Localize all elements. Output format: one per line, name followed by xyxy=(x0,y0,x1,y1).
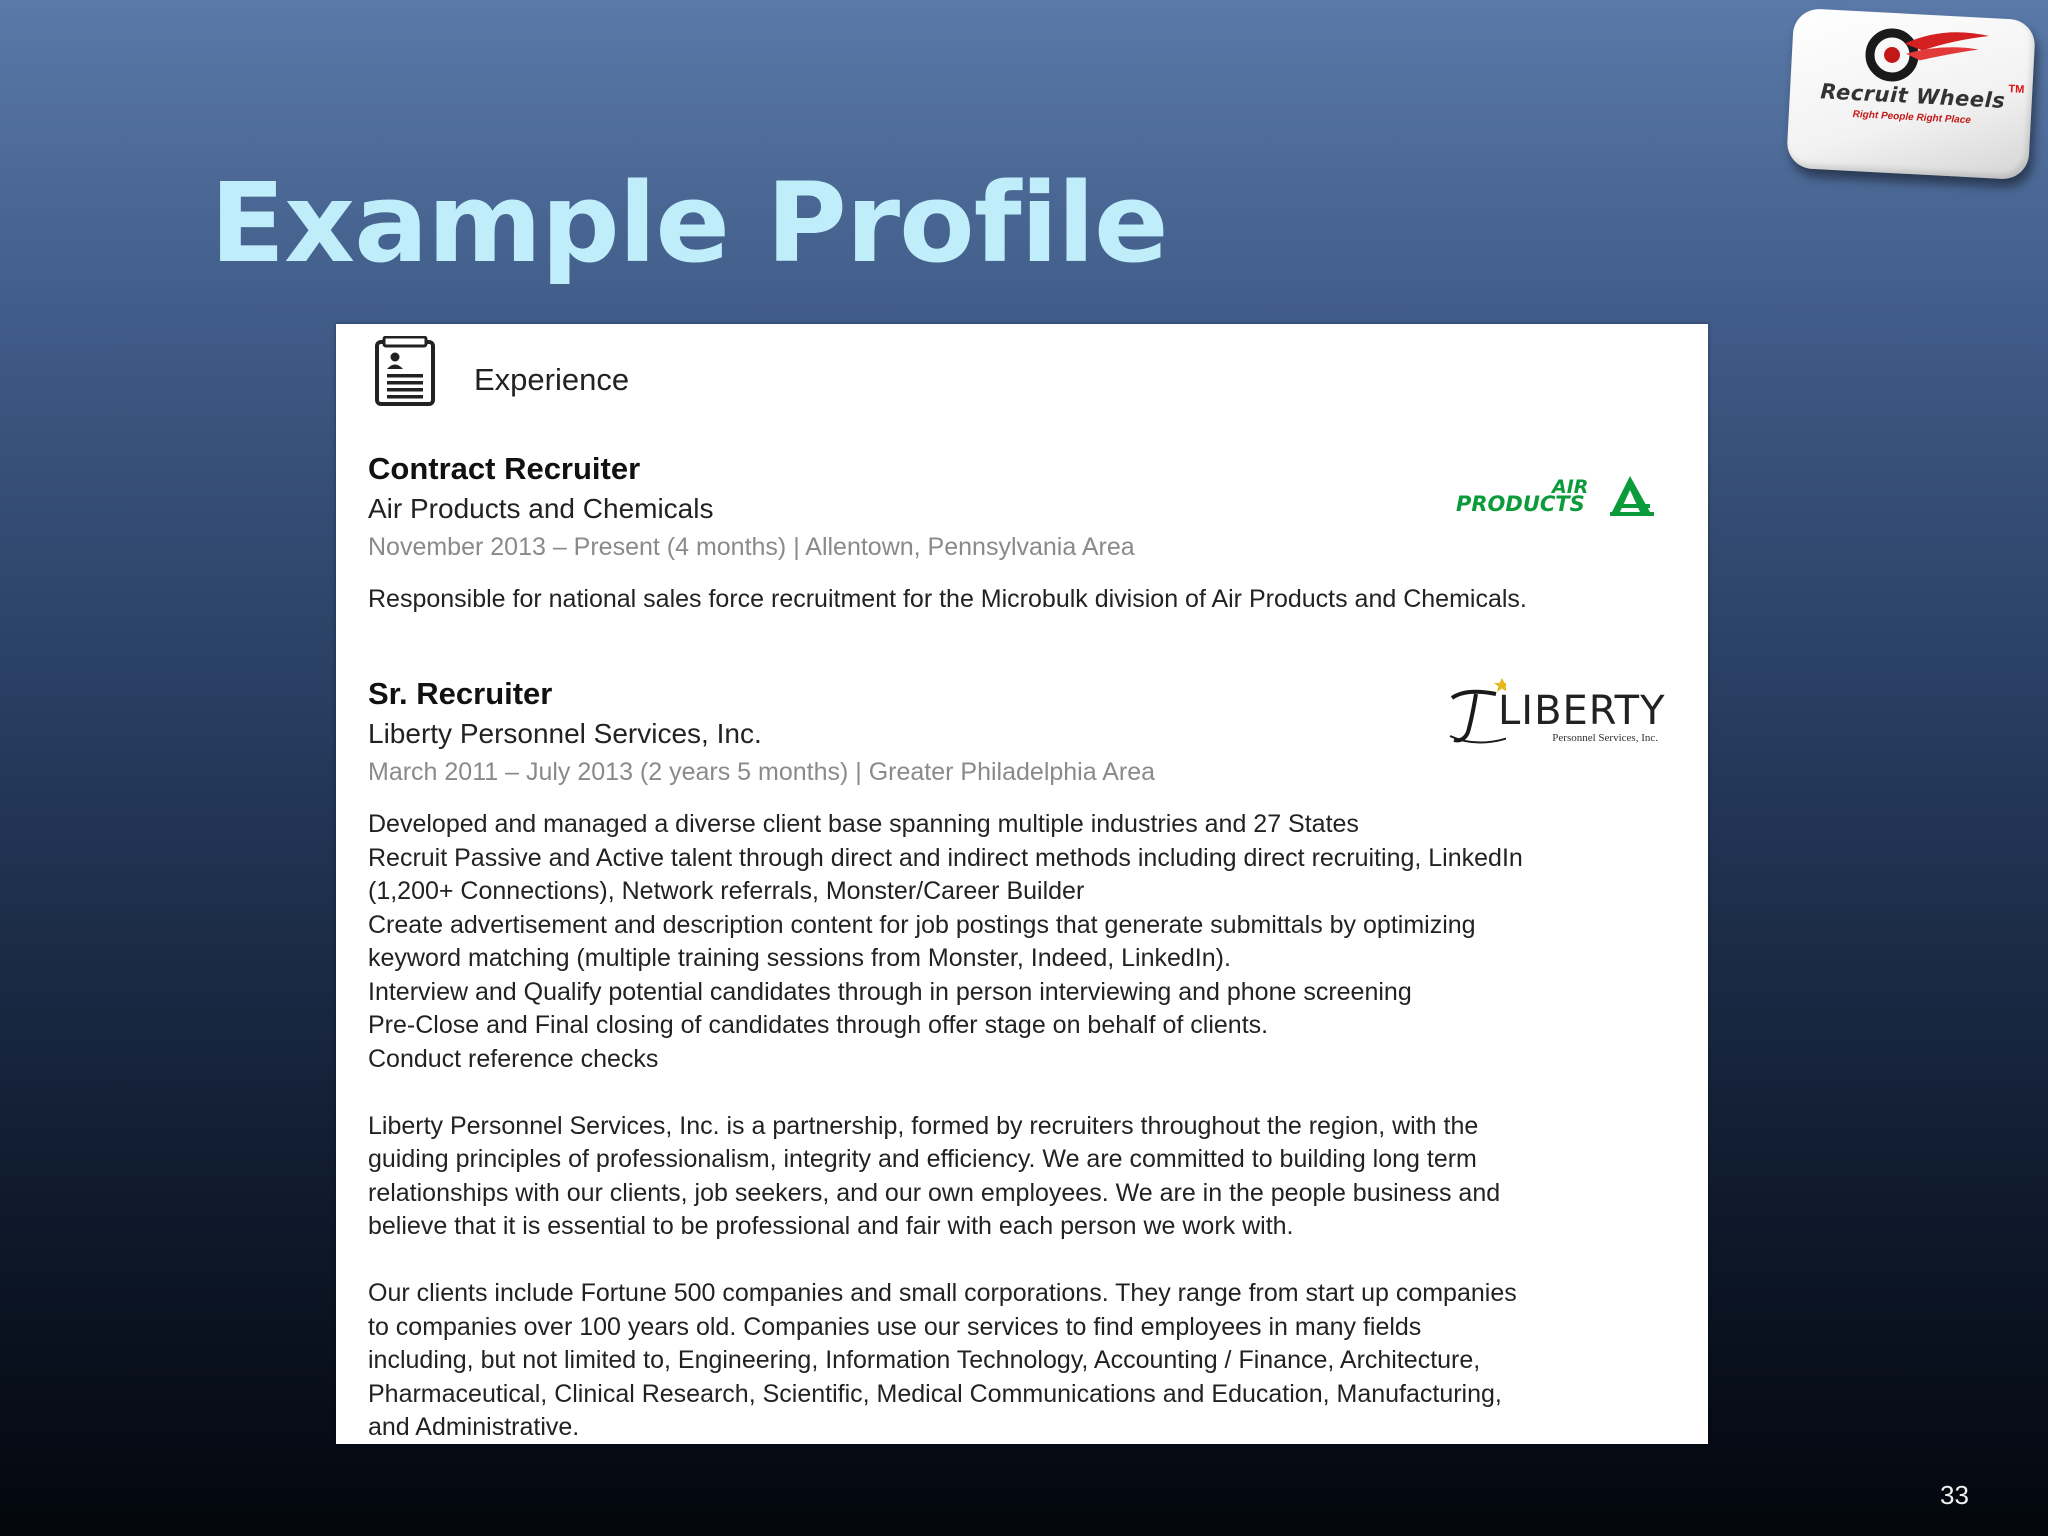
company-name: Liberty Personnel Services, Inc. xyxy=(368,718,762,749)
position-title: Contract Recruiter xyxy=(368,451,641,486)
position-description: Developed and managed a diverse client base spanning multiple industries and 27 States Recruit Passive and Active talent through direct and indirect methods including direct recruiting, LinkedIn (1,200+ Connections), Network referrals, Monster/Career Builder Create advertisement and description content for job postings that generate submittals by optimizing keyword matching (multiple training sessions from Monster, Indeed, LinkedIn). Interview and Qualify potential candidates through in person interviewing and phone screening Pre-Close and Final closing of candidates through offer stage on behalf of clients. Conduct reference checks Liberty Personnel Services, Inc. is a partnership, formed by recruiters throughout the region, with the guiding principles of professionalism, integrity and efficiency. We are committed to building long term relationships with our clients, job seekers, and our own employees. We are in the people business and believe that it is essential to be professional and fair with each person we work with. Our clients include Fortune 500 companies and small corporations. They range from start up companies to companies over 100 years old. Companies use our services to find employees in many fields including, but not limited to, Engineering, Information Technology, Accounting / Finance, Architecture, Pharmaceutical, Clinical Research, Scientific, Medical Communications and Education, Manufacturing, and Administrative. xyxy=(368,810,1523,1441)
position-description: Responsible for national sales force recruitment for the Microbulk division of Air Products and Chemicals. xyxy=(368,585,1527,613)
position-title: Sr. Recruiter xyxy=(368,676,553,711)
profile-document-icon xyxy=(374,336,438,408)
trademark-mark: TM xyxy=(2008,83,2025,96)
position-dates-location: March 2011 – July 2013 (2 years 5 months) | Greater Philadelphia Area xyxy=(368,758,1156,786)
page-number: 33 xyxy=(1940,1480,1969,1510)
liberty-logo-name: LIBERTY xyxy=(1498,688,1666,734)
liberty-logo-subtitle: Personnel Services, Inc. xyxy=(1552,732,1658,744)
brand-tagline: Right People Right Place xyxy=(1852,108,1972,127)
liberty-mark-icon xyxy=(1446,674,1506,750)
position-sr-recruiter xyxy=(368,674,1688,1444)
slide-title: Example Profile xyxy=(210,159,1168,287)
air-products-logo-top: AIR xyxy=(1552,476,1589,498)
recruit-wheels-logo xyxy=(1786,8,2036,180)
air-products-logo xyxy=(1456,474,1656,520)
experience-heading: Experience xyxy=(474,362,630,397)
company-name: Air Products and Chemicals xyxy=(368,493,714,524)
liberty-logo xyxy=(1446,674,1666,750)
air-products-mark-icon xyxy=(1606,474,1656,516)
brand-name: Recruit Wheels xyxy=(1819,79,2006,113)
position-dates-location: November 2013 – Present (4 months) | Allentown, Pennsylvania Area xyxy=(368,533,1135,561)
profile-panel xyxy=(336,324,1708,1444)
air-products-logo-bottom: PRODUCTS xyxy=(1456,492,1585,516)
